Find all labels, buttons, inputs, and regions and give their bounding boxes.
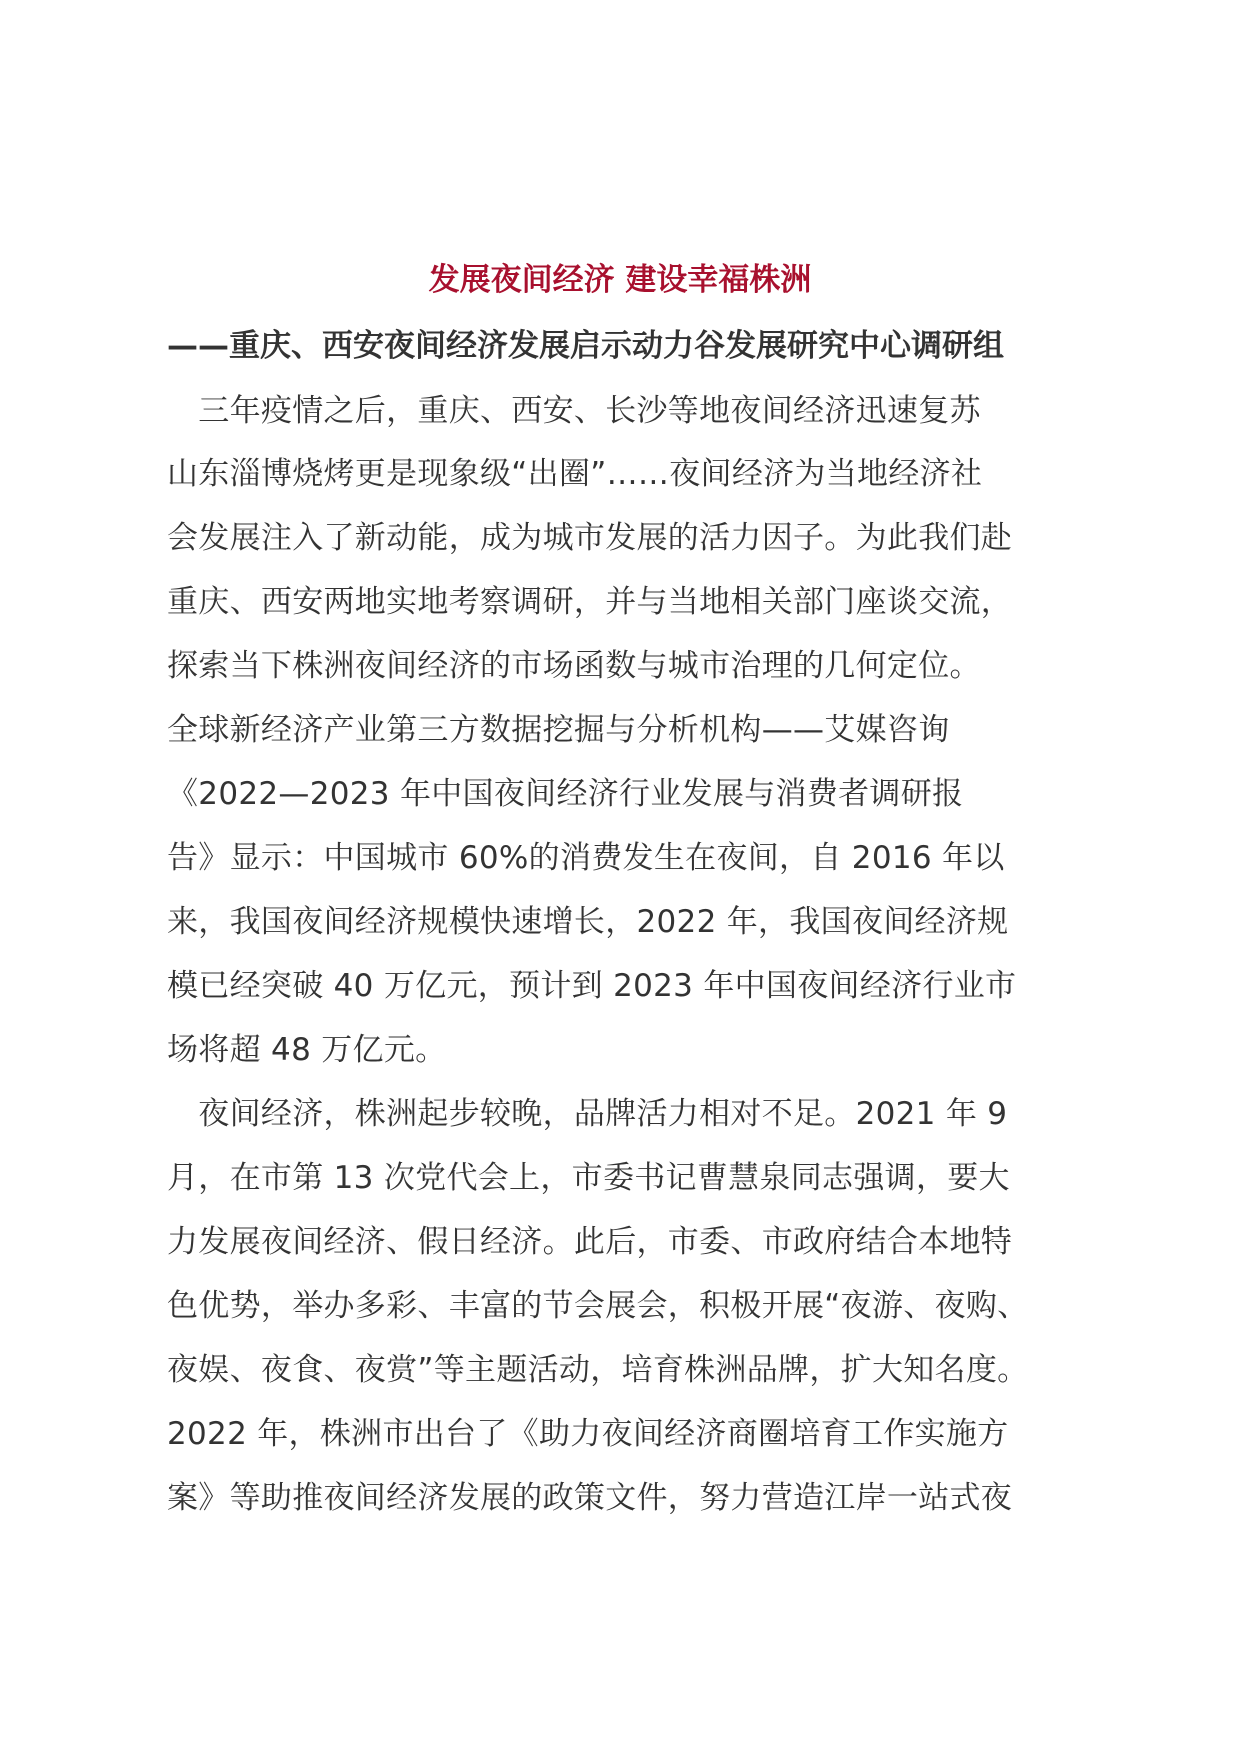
- body-line: 来，我国夜间经济规模快速增长，2022 年，我国夜间经济规: [167, 904, 1009, 940]
- body-line: 会发展注入了新动能，成为城市发展的活力因子。为此我们赴: [167, 520, 1013, 556]
- body-line: 色优势，举办多彩、丰富的节会展会，积极开展“夜游、夜购、: [167, 1288, 1029, 1324]
- document-subtitle: ——重庆、西安夜间经济发展启示动力谷发展研究中心调研组: [167, 328, 1004, 364]
- body-line: 夜娱、夜食、夜赏”等主题活动，培育株洲品牌，扩大知名度。: [167, 1352, 1029, 1388]
- body-line: 重庆、西安两地实地考察调研，并与当地相关部门座谈交流，: [167, 584, 1013, 620]
- body-line: 《2022—2023 年中国夜间经济行业发展与消费者调研报: [167, 776, 964, 812]
- body-line: 月，在市第 13 次党代会上，市委书记曹慧泉同志强调，要大: [167, 1160, 1010, 1196]
- body-line: 全球新经济产业第三方数据挖掘与分析机构——艾媒咨询: [167, 712, 950, 748]
- body-line: 案》等助推夜间经济发展的政策文件，努力营造江岸一站式夜: [167, 1480, 1013, 1516]
- body-line: 告》显示：中国城市 60%的消费发生在夜间，自 2016 年以: [167, 840, 1005, 876]
- body-line: 三年疫情之后，重庆、西安、长沙等地夜间经济迅速复苏: [167, 393, 981, 429]
- body-line: 2022 年，株洲市出台了《助力夜间经济商圈培育工作实施方: [167, 1416, 1009, 1452]
- document-title: 发展夜间经济 建设幸福株洲: [428, 262, 812, 298]
- body-line: 探索当下株洲夜间经济的市场函数与城市治理的几何定位。: [167, 648, 981, 684]
- body-line: 场将超 48 万亿元。: [167, 1032, 447, 1068]
- body-line: 模已经突破 40 万亿元，预计到 2023 年中国夜间经济行业市: [167, 968, 1017, 1004]
- body-line: 山东淄博烧烤更是现象级“出圈”……夜间经济为当地经济社: [167, 456, 983, 492]
- body-line: 夜间经济，株洲起步较晚，品牌活力相对不足。2021 年 9: [167, 1096, 1008, 1132]
- body-line: 力发展夜间经济、假日经济。此后，市委、市政府结合本地特: [167, 1224, 1013, 1260]
